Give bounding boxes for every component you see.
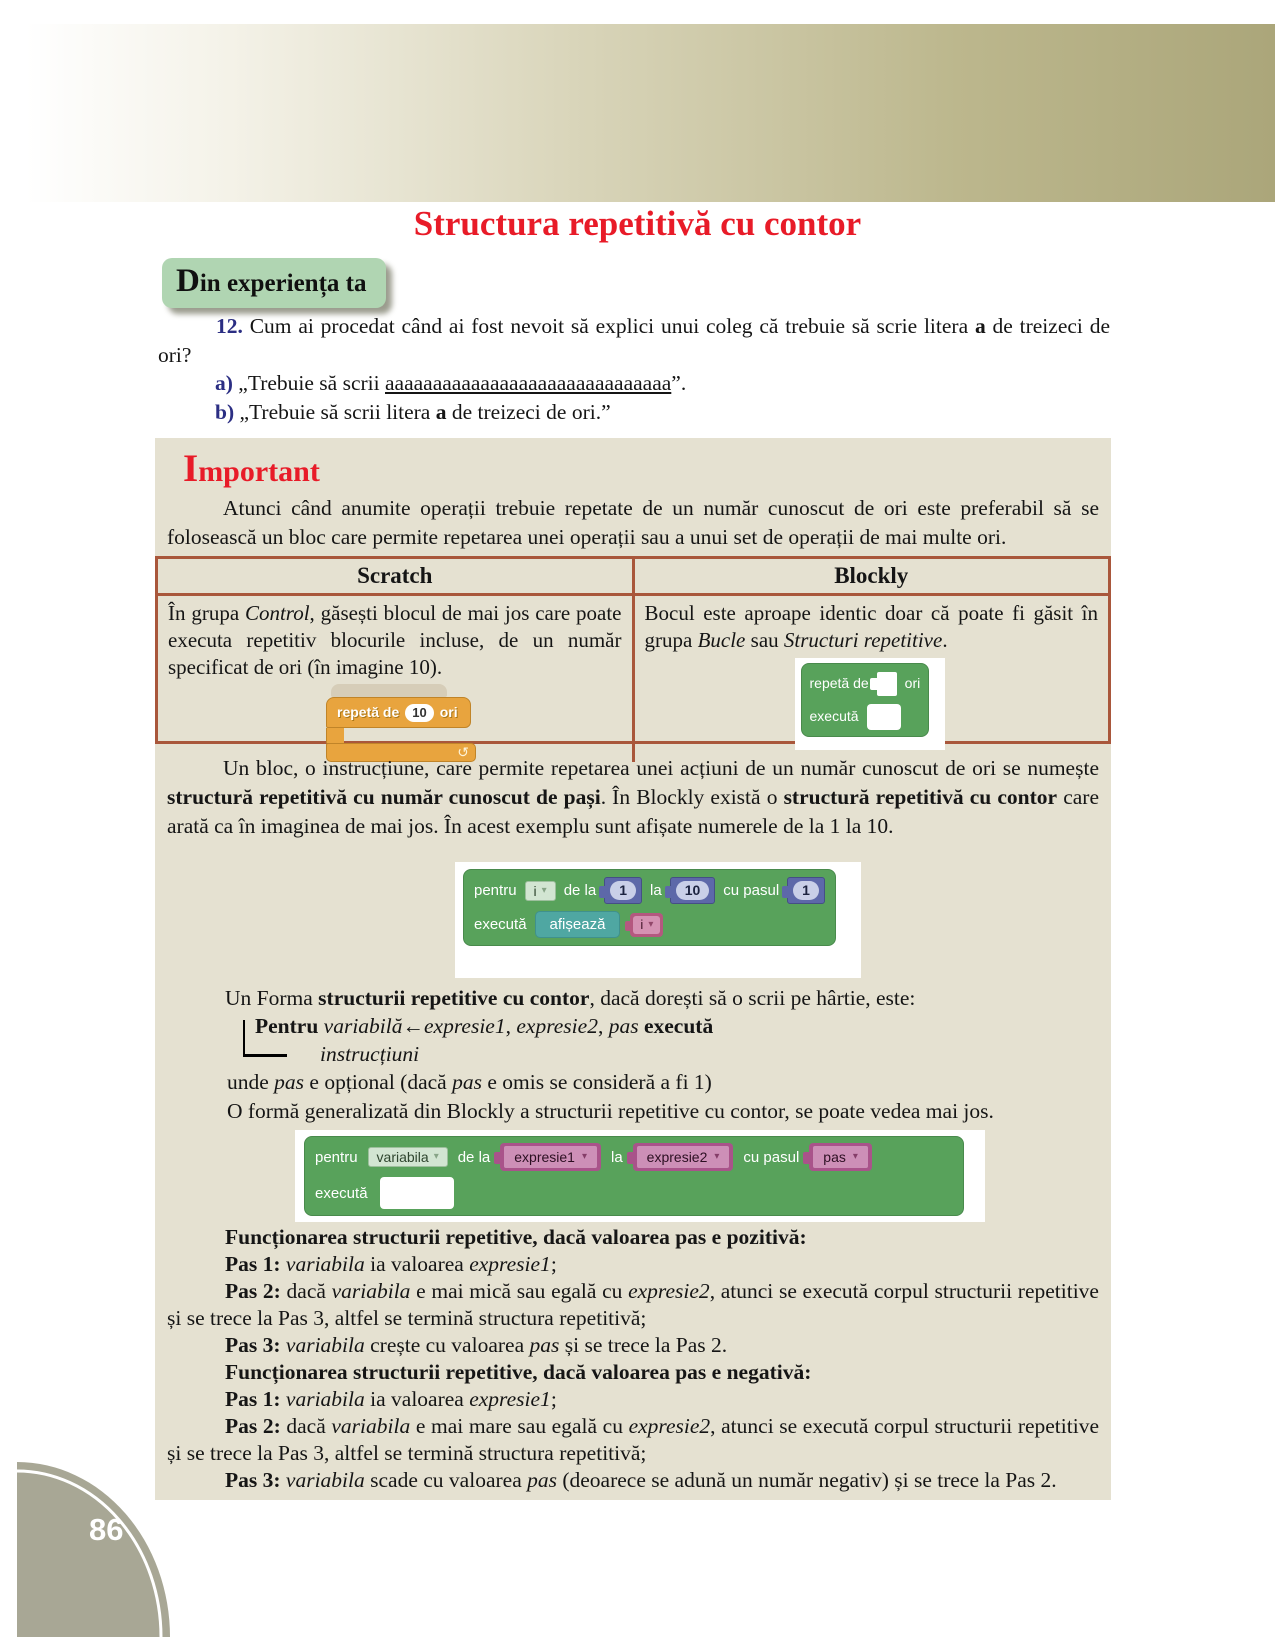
func-pos-pas3: Pas 3: variabila crește cu valoarea pas și se trece la Pas 2.: [225, 1333, 728, 1357]
blockly-cell-text: Bocul este aproape identic doar că poate fi găsit în grupa Bucle sau Structuri repetitive.: [644, 601, 1098, 652]
func-neg-pas2: Pas 2: dacă variabila e mai mare sau egală cu expresie2, atunci se execută corpul structurii repetitive și se trece la Pas 3, altfel se termină structura repetitivă;: [167, 1414, 1099, 1465]
table-header-blockly: Blockly: [632, 559, 1109, 593]
number-block-to: [670, 877, 716, 904]
dropdown-icon: ▾: [852, 1151, 858, 1162]
table-cell-scratch: [158, 596, 632, 762]
afiseaza-block: [535, 911, 621, 938]
blockly-for-block-general: [304, 1136, 964, 1216]
pseudocode-bracket: [243, 1020, 287, 1057]
scratch-ori-label: ori: [439, 704, 458, 720]
number-block-step: [787, 877, 825, 904]
gen-la-label: la: [610, 1148, 623, 1166]
scratch-repeat-block: [326, 684, 476, 762]
important-section: [155, 438, 1111, 1500]
expression-block-from: [500, 1143, 601, 1171]
gen-dela-label: de la: [457, 1148, 491, 1166]
blockly-repeat-block: [801, 663, 930, 737]
blockly-count-slot: [877, 672, 897, 696]
expression-to-value: expresie2: [646, 1149, 708, 1165]
func-neg-pas3: Pas 3: variabila scade cu valoarea pas (deoarece se adună un număr negativ) și se trece la Pas 2.: [225, 1468, 1057, 1492]
for-variable-value: i: [533, 882, 537, 899]
table-body-row: [158, 596, 1108, 762]
for-pasul-label: cu pasul: [723, 882, 780, 899]
comparison-table: [155, 556, 1111, 760]
blockly-ori-label: ori: [904, 675, 921, 691]
for-pentru-label: pentru: [474, 882, 517, 899]
table-header-scratch: Scratch: [357, 563, 433, 588]
blockly-for-general-canvas: [295, 1130, 985, 1222]
for-la-label: la: [650, 882, 662, 899]
blockly-repeat-block-canvas: [795, 658, 945, 750]
scratch-repeta-label: repetă de: [337, 704, 400, 720]
question-12: 12. Cum ai procedat când ai fost nevoit să explici unui coleg că trebuie să scrie litera a de treizeci de ori?: [158, 314, 1110, 367]
number-to-value: 10: [676, 881, 710, 900]
page-title: Structura repetitivă cu contor: [413, 204, 862, 243]
page-number-corner: [17, 1462, 170, 1637]
afiseaza-label: afișează: [549, 916, 606, 933]
scratch-ghost-tab: [331, 684, 447, 697]
blockly-repeta-label: repetă de: [809, 675, 869, 691]
loop-arrow-icon: ↺: [457, 744, 469, 760]
gen-pasul-label: cu pasul: [743, 1148, 800, 1166]
dropdown-icon: ▾: [714, 1151, 720, 1162]
blockly-executa-label: execută: [809, 708, 859, 724]
gen-variable-value: variabila: [376, 1149, 429, 1165]
pseudocode-line-1: Pentru variabilă←expresie1, expresie2, pas execută: [255, 1014, 714, 1038]
answer-option-b: b) „Trebuie să scrii litera a de treizeci de ori.”: [215, 400, 611, 424]
forma-intro-line: Un Forma structurii repetitive cu contor, dacă dorești să o scrii pe hârtie, este:: [225, 986, 916, 1010]
dropdown-icon: ▾: [581, 1151, 587, 1162]
func-pos-pas1: Pas 1: variabila ia valoarea expresie1;: [225, 1252, 557, 1276]
scratch-block-spine: [326, 728, 344, 743]
expression-step-value: pas: [823, 1149, 846, 1165]
table-header-row: [158, 559, 1108, 596]
expression-from-value: expresie1: [514, 1149, 575, 1165]
blockly-for-block-example: [463, 869, 836, 946]
afiseaza-variable-value: i: [640, 916, 644, 932]
gen-body-slot: [380, 1177, 454, 1209]
scratch-cell-text: În grupa Control, găsești blocul de mai jos care poate executa repetitiv blocurile incluse, de un număr specificat de ori (în imagine 10).: [168, 601, 622, 679]
func-pos-title: Funcționarea structurii repetitive, dacă valoarea pas e pozitivă:: [225, 1225, 807, 1249]
general-intro-line: O formă generalizată din Blockly a structurii repetitive cu contor, se poate vedea mai jos.: [227, 1099, 994, 1123]
number-from-value: 1: [610, 881, 636, 900]
func-neg-title: Funcționarea structurii repetitive, dacă valoarea pas e negativă:: [225, 1360, 812, 1384]
page-number: 86: [89, 1512, 124, 1547]
afiseaza-variable-block: [630, 913, 663, 937]
important-intro: Atunci când anumite operații trebuie repetate de un număr cunoscut de ori este preferabil să se folosească un bloc care permite repetarea unei operații sau a unui set de operații de mai multe ori.: [167, 496, 1099, 549]
dropdown-icon: ▾: [541, 884, 547, 896]
gen-variable-dropdown: [368, 1147, 448, 1167]
gen-pentru-label: pentru: [315, 1148, 358, 1166]
for-executa-label: execută: [474, 916, 527, 933]
scratch-block-header: [326, 697, 471, 728]
important-heading: Important: [183, 447, 320, 490]
number-block-from: [604, 877, 642, 904]
functionare-section: [167, 1224, 1099, 1494]
dropdown-icon: ▾: [648, 918, 654, 930]
dropdown-icon: ▾: [433, 1151, 439, 1162]
unde-line: unde pas e opțional (dacă pas e omis se consideră a fi 1): [227, 1070, 712, 1094]
number-step-value: 1: [793, 881, 819, 900]
for-dela-label: de la: [563, 882, 597, 899]
expression-block-to: [633, 1143, 734, 1171]
func-neg-pas1: Pas 1: variabila ia valoarea expresie1;: [225, 1387, 557, 1411]
func-pos-pas2: Pas 2: dacă variabila e mai mică sau egală cu expresie2, atunci se execută corpul structurii repetitive și se trece la Pas 3, altfel se termină structura repetitivă;: [167, 1279, 1099, 1330]
header-gradient-bar: [0, 24, 1275, 202]
pseudocode-line-2: instrucțiuni: [320, 1042, 420, 1066]
section-badge: Din experiența ta: [162, 258, 386, 308]
answer-option-a: a) „Trebuie să scrii aaaaaaaaaaaaaaaaaaaaaaaaaaaaaa”.: [215, 371, 687, 395]
for-variable-dropdown: [525, 881, 556, 901]
blockly-body-slot: [867, 704, 901, 730]
scratch-count-field: 10: [405, 704, 433, 722]
gen-executa-label: execută: [315, 1184, 368, 1202]
corner-quarter-circle: [17, 1462, 170, 1637]
expression-block-step: [809, 1143, 872, 1171]
table-cell-blockly: [632, 596, 1109, 762]
blockly-for-example-canvas: [455, 862, 861, 978]
paragraph-structura: Un bloc, o instrucțiune, care permite repetarea unei acțiuni de un număr cunoscut de ori se numește structură repetitivă cu număr cunoscut de pași. În Blockly există o structură repetitivă cu contor care arată ca în imaginea de mai jos. În acest exemplu sunt afișate numerele de la 1 la 10.: [167, 756, 1100, 838]
